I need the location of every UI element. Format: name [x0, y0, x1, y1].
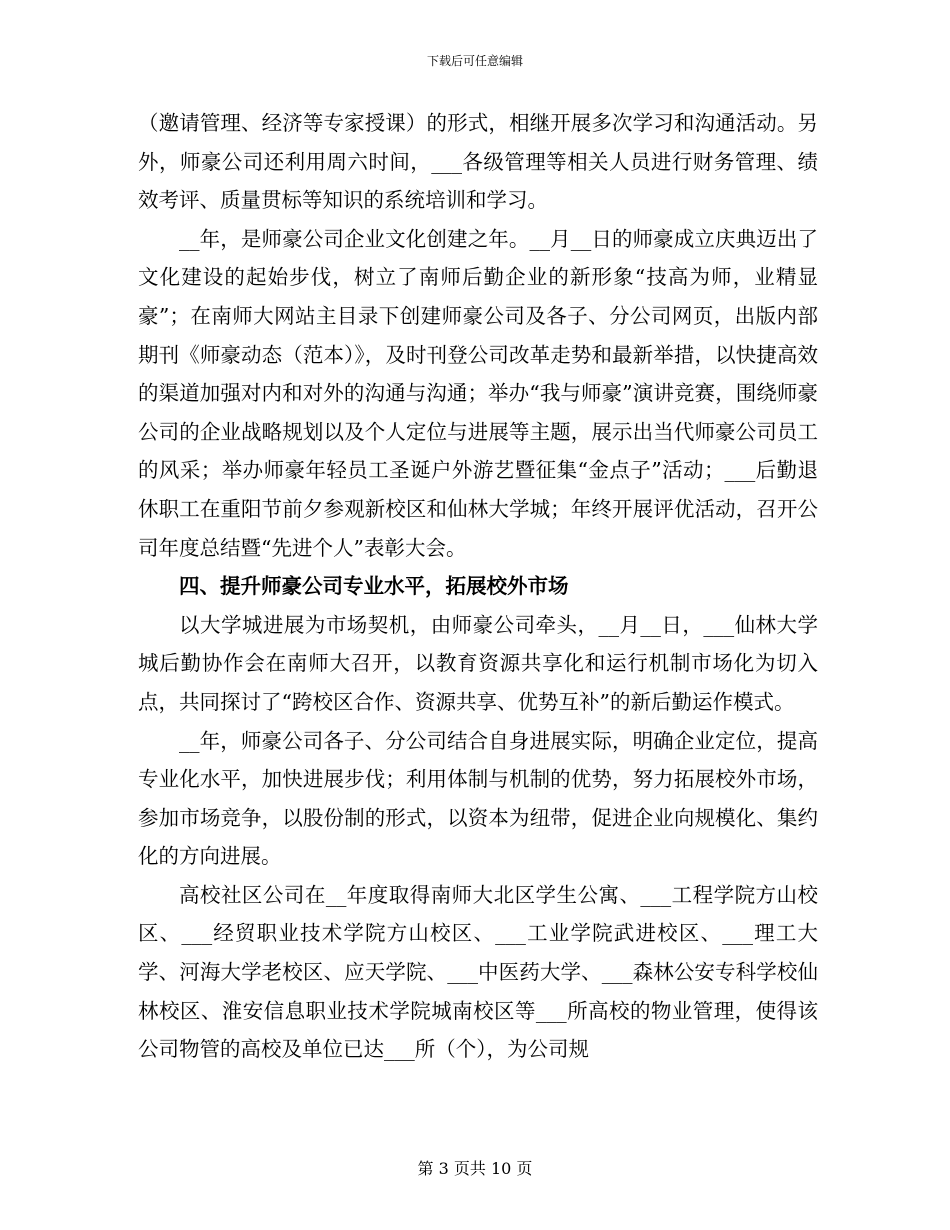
paragraph-culture: __年，是师豪公司企业文化创建之年。__月__日的师豪成立庆典迈出了文化建设的起始步伐，树立了南师后勤企业的新形象“技高为师，业精显豪”；在南师大网站主目录下创建师豪公司及各子、分公司网页，出版内部期刊《师豪动态（范本）》，及时刊登公司改革走势和最新举措，以快捷高效的渠道加强对内和对外的沟通与沟通；举办“我与师豪”演讲竞赛，围绕师豪公司的企业战略规划以及个人定位与进展等主题，展示出当代师豪公司员工的风采；举办师豪年轻员工圣诞户外游艺暨征集“金点子”活动；___后勤退休职工在重阳节前夕参观新校区和仙林大学城；年终开展评优活动，召开公司年度总结暨“先进个人”表彰大会。 — [138, 226, 818, 560]
page-header: 下载后可任意编辑 — [426, 54, 523, 68]
paragraph-university-city: 以大学城进展为市场契机，由师豪公司牵头，__月__日，___仙林大学城后勤协作会在南师大召开，以教育资源共享化和运行机制市场化为切入点，共同探讨了“跨校区合作、资源共享、优势互补”的新后勤运作模式。 — [138, 612, 818, 714]
paragraph-market-expansion: __年，师豪公司各子、分公司结合自身进展实际，明确企业定位，提高专业化水平，加快进展步伐；利用体制与机制的优势，努力拓展校外市场，参加市场竞争，以股份制的形式，以资本为纽带，促进企业向规模化、集约化的方向进展。 — [138, 728, 818, 869]
page-footer: 第 3 页共 10 页 — [417, 1159, 533, 1178]
section-heading: 四、提升师豪公司专业水平，拓展校外市场 — [179, 574, 569, 599]
paragraph-property-management: 高校社区公司在__年度取得南师大北区学生公寓、___工程学院方山校区、___经贸职业技术学院方山校区、___工业学院武进校区、___理工大学、河海大学老校区、应天学院、___中医药大学、___森林公安专科学校仙林校区、淮安信息职业技术学院城南校区等___所高校的物业管理，使得该公司物管的高校及单位已达___所（个），为公司规 — [138, 882, 818, 1062]
document-body — [138, 104, 818, 1069]
paragraph-training: （邀请管理、经济等专家授课）的形式，相继开展多次学习和沟通活动。另外，师豪公司还利用周六时间，___各级管理等相关人员进行财务管理、绩效考评、质量贯标等知识的系统培训和学习。 — [138, 111, 818, 213]
